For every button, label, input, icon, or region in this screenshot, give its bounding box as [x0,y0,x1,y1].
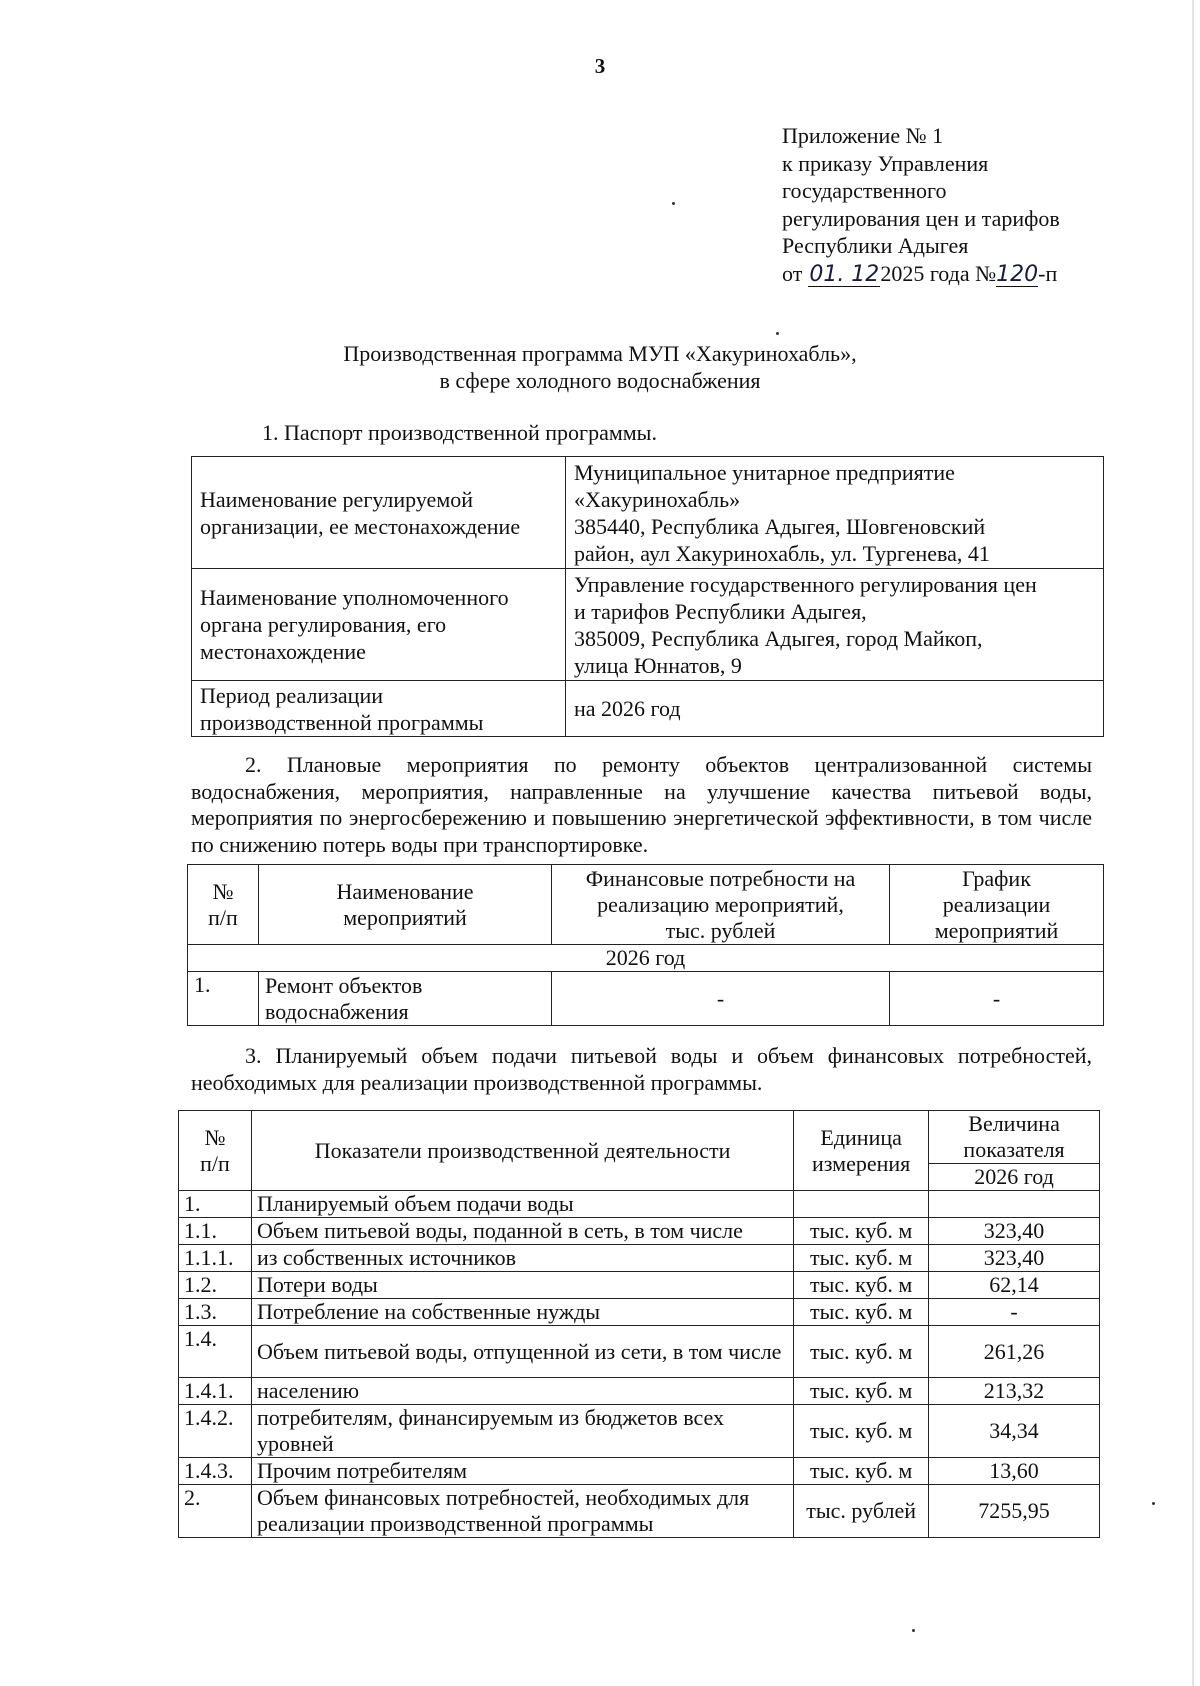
row-num: 2. [179,1485,252,1538]
table-row [179,1405,1100,1458]
cell-line: Наименование регулируемой [200,486,474,512]
cell-line: местонахождение [200,639,366,664]
cell-line: водоснабжения [265,998,409,1024]
header-cell-name [259,865,552,945]
cell-line: показателя [963,1137,1065,1162]
table-row [179,1378,1100,1405]
row-unit [794,1191,929,1218]
table-row [188,972,1104,1026]
cell-line: район, аул Хакуринохабль, ул. Тургенева, 41 [574,540,990,566]
cell-line: п/п [208,904,238,930]
row-num: 1.2. [179,1272,252,1299]
cell-line: п/п [200,1150,230,1176]
program-title [0,340,1200,394]
cell-line: Финансовые потребности на [585,865,856,891]
row-indicator: Потребление на собственные нужды [251,1299,793,1326]
section2-paragraph: 2. Плановые мероприятия по ремонту объектов централизованной системы водоснабжения, мероприятия, направленные на улучшение качества питьевой воды, мероприятия по энергосбережению и повышению энергетической эффективности, в том числе по снижению потерь воды при транспортировке. [191,752,1092,857]
header-cell-schedule [890,865,1104,945]
table-cell [566,569,1104,681]
row-schedule: - [890,972,1104,1026]
row-num: 1.3. [179,1299,252,1326]
activities-table [187,864,1104,1026]
row-indicator: Планируемый объем подачи воды [251,1191,793,1218]
cell-line: на 2026 год [574,696,681,721]
row-unit: тыс. рублей [794,1485,929,1538]
row-unit: тыс. куб. м [794,1299,929,1326]
scan-speck [776,332,779,335]
cell-line: Муниципальное унитарное предприятие [574,459,955,485]
date-prefix: от [782,260,803,286]
header-cell-num [179,1111,252,1191]
cell-line: органа регулирования, его [200,612,447,637]
row-num: 1.1. [179,1218,252,1245]
cell-line: Период реализации [200,682,384,708]
header-cell-value [929,1111,1100,1164]
row-value: 13,60 [929,1458,1100,1485]
row-indicator: Объем питьевой воды, отпущенной из сети, в том числе [251,1326,793,1378]
year-cell: 2026 год [188,945,1104,972]
annex-block [782,122,1122,287]
cell-line: Единица [820,1124,902,1150]
date-suffix: 2025 года № [880,260,997,286]
row-value: 213,32 [929,1378,1100,1405]
cell-line: График [962,865,1031,891]
table-row [179,1245,1100,1272]
indicators-table [178,1110,1100,1538]
row-unit: тыс. куб. м [794,1458,929,1485]
cell-line: 385009, Республика Адыгея, город Майкоп, [574,625,983,651]
row-unit: тыс. куб. м [794,1218,929,1245]
row-value: 7255,95 [929,1485,1100,1538]
table-row [179,1218,1100,1245]
row-indicator: населению [251,1378,793,1405]
header-cell-indicator: Показатели производственной деятельности [251,1111,793,1191]
program-title-line: в сфере холодного водоснабжения [439,368,761,393]
row-unit: тыс. куб. м [794,1326,929,1378]
section3-paragraph: 3. Планируемый объем подачи питьевой воды и объем финансовых потребностей, необходимых для реализации производственной программы. [191,1043,1092,1095]
table-row [179,1326,1100,1378]
table-row [179,1299,1100,1326]
cell-line: № [212,878,234,904]
table-row [192,681,1104,737]
cell-line: мероприятий [343,904,467,930]
row-value: 323,40 [929,1218,1100,1245]
row-indicator: потребителям, финансируемым из бюджетов всех уровней [251,1405,793,1458]
cell-line: улица Юннатов, 9 [574,652,742,678]
row-unit: тыс. куб. м [794,1272,929,1299]
cell-line: Ремонт объектов [265,972,423,998]
row-num: 1.4.3. [179,1458,252,1485]
annex-date-line [782,260,1122,288]
table-cell [192,569,566,681]
row-value: 323,40 [929,1245,1100,1272]
header-cell-finance [552,865,890,945]
section1-heading: 1. Паспорт производственной программы. [262,420,657,445]
program-title-line: Производственная программа МУП «Хакуринохабль», [343,341,857,366]
row-indicator: Прочим потребителям [251,1458,793,1485]
cell-line: измерения [812,1150,911,1176]
row-finance: - [552,972,890,1026]
cell-line: тыс. рублей [665,917,776,943]
row-num: 1.4.2. [179,1405,252,1458]
table-cell [192,457,566,569]
table-header-row [188,865,1104,945]
row-value: 261,26 [929,1326,1100,1378]
cell-line: мероприятий [934,917,1059,943]
cell-line: Наименование [336,878,474,904]
annex-line: государственного [782,178,947,203]
row-indicator: Объем питьевой воды, поданной в сеть, в том числе [251,1218,793,1245]
cell-line: реализацию мероприятий, [597,891,844,917]
annex-line: к приказу Управления [782,150,989,176]
table-cell [192,681,566,737]
indicators-body [179,1191,1100,1538]
number-suffix: -п [1038,260,1058,286]
table-cell [566,457,1104,569]
passport-table [191,456,1104,737]
cell-line: Величина [968,1111,1060,1136]
row-indicator: из собственных источников [251,1245,793,1272]
table-row [179,1272,1100,1299]
table-row [192,457,1104,569]
scan-edge [1192,0,1194,1686]
row-value: 62,14 [929,1272,1100,1299]
handwritten-date: 01. 12 [809,261,880,287]
cell-line: Управление государственного регулирования цен [574,571,1037,597]
row-num: 1.1.1. [179,1245,252,1272]
table-row [179,1485,1100,1538]
row-num: 1.4. [179,1326,252,1378]
row-unit: тыс. куб. м [794,1378,929,1405]
header-cell-year: 2026 год [929,1164,1100,1191]
row-unit: тыс. куб. м [794,1245,929,1272]
cell-line: реализации [942,891,1051,917]
scan-speck [1152,1502,1155,1505]
table-cell [566,681,1104,737]
row-name [259,972,552,1026]
scan-speck [672,202,675,205]
cell-line: и тарифов Республики Адыгея, [574,598,867,624]
table-row [179,1458,1100,1485]
row-value [929,1191,1100,1218]
year-row [188,945,1104,972]
row-num: 1. [179,1191,252,1218]
row-num: 1.4.1. [179,1378,252,1405]
cell-line: организации, ее местонахождение [200,513,521,539]
row-num: 1. [188,972,259,1026]
page-number: 3 [594,54,606,78]
header-cell-num [188,865,259,945]
annex-line: Приложение № 1 [782,123,944,148]
cell-line: производственной программы [200,709,484,735]
row-unit: тыс. куб. м [794,1405,929,1458]
scan-speck [912,1629,915,1632]
row-indicator: Потери воды [251,1272,793,1299]
row-value: 34,34 [929,1405,1100,1458]
annex-line: регулирования цен и тарифов [782,205,1060,231]
table-header-row [179,1111,1100,1164]
handwritten-number: 120 [996,261,1039,287]
cell-line: Наименование уполномоченного [200,585,509,610]
header-cell-unit [794,1111,929,1191]
table-row [192,569,1104,681]
row-indicator: Объем финансовых потребностей, необходимых для реализации производственной программы [251,1485,793,1538]
table-row [179,1191,1100,1218]
annex-line: Республики Адыгея [782,233,969,258]
cell-line: 385440, Республика Адыгея, Шовгеновский [574,513,986,539]
cell-line: «Хакуринохабль» [574,486,741,512]
cell-line: № [204,1124,226,1150]
row-value: - [929,1299,1100,1326]
